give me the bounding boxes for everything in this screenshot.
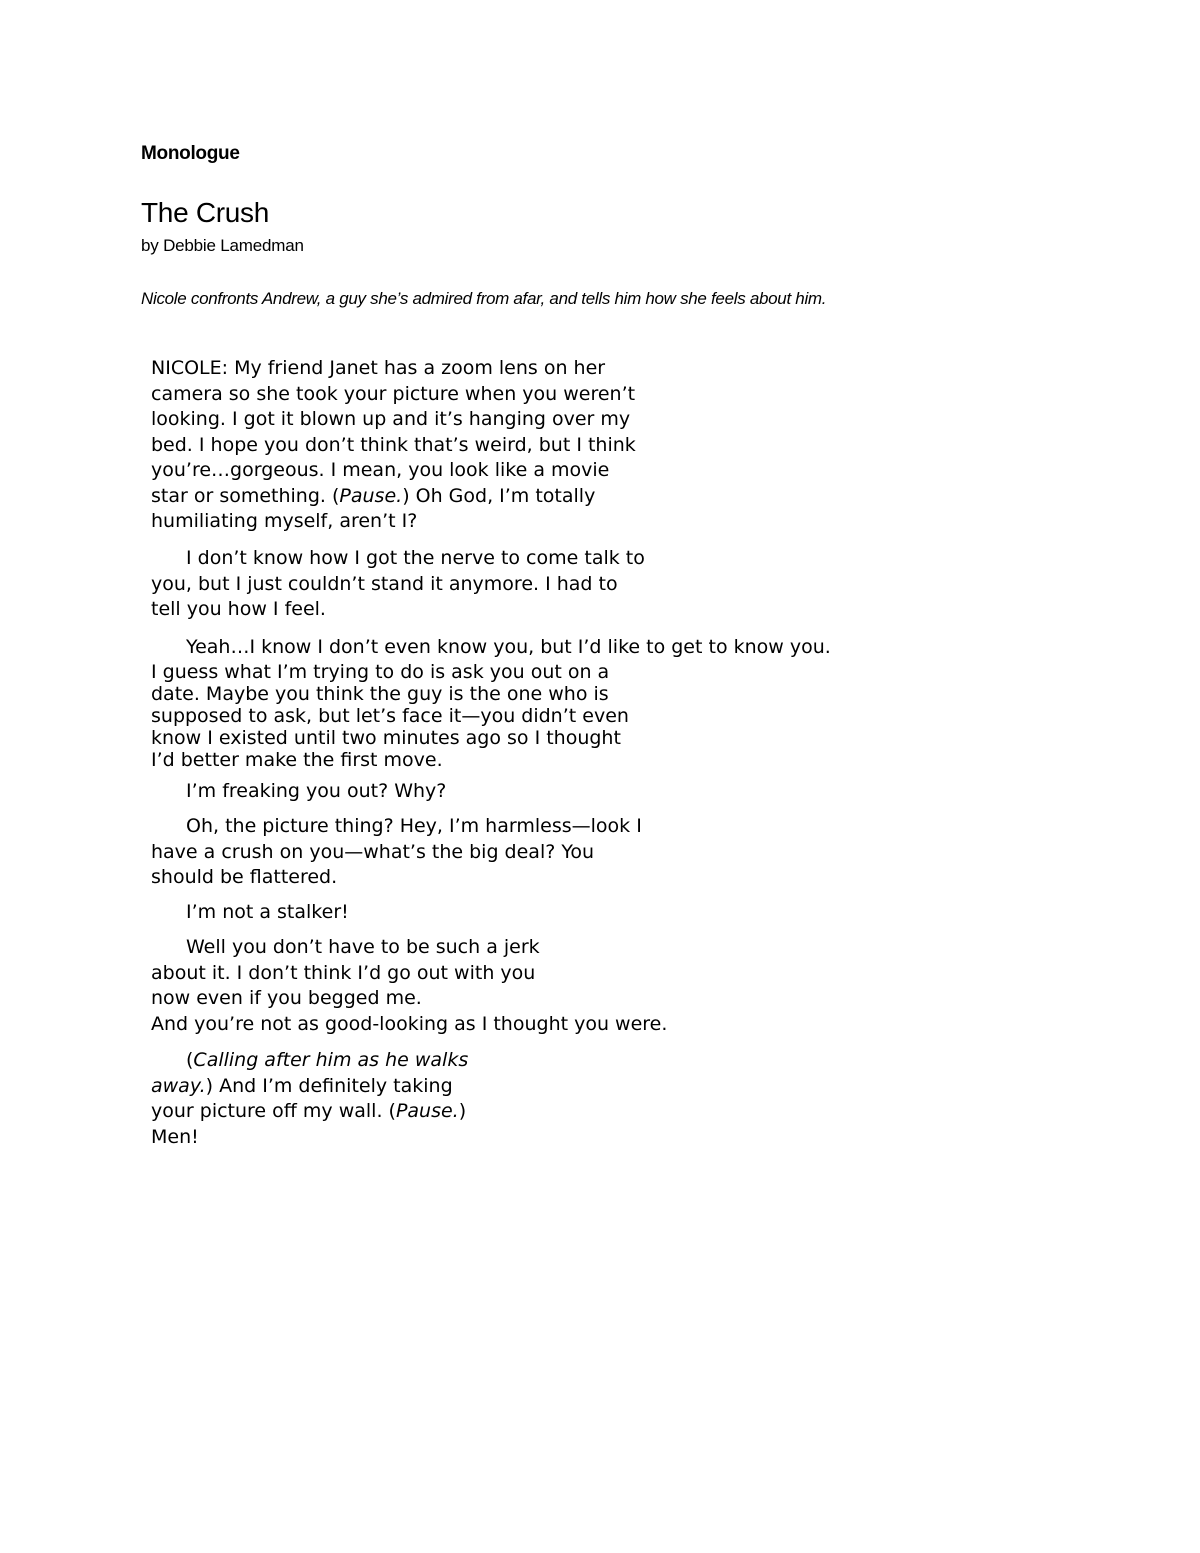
- paragraph-line: I’d better make the first move.: [151, 748, 443, 771]
- paragraph-line: bed. I hope you don’t think that’s weird, but I think: [151, 433, 636, 456]
- paragraph-6: [151, 900, 349, 926]
- text-run: (: [186, 1049, 194, 1071]
- text-run: ) And I’m definitely taking: [205, 1074, 453, 1097]
- paragraph-line: looking. I got it blown up and it’s hanging over my: [151, 408, 631, 430]
- paragraph-7: [151, 935, 667, 1037]
- paragraph-line: [151, 1048, 468, 1074]
- paragraph-line: And you’re not as good-looking as I thought you were.: [151, 1012, 668, 1035]
- paragraph-line: [151, 1074, 468, 1100]
- paragraph-line: I guess what I’m trying to do is ask you out on a: [151, 660, 610, 683]
- paragraph-3: [151, 635, 831, 771]
- paragraph-line: I’m freaking you out? Why?: [186, 780, 447, 802]
- stage-direction: Calling after him as he walks: [193, 1049, 469, 1071]
- text-run: ): [458, 1100, 467, 1122]
- paragraph-line: NICOLE: My friend Janet has a zoom lens on her: [151, 357, 606, 379]
- paragraph-line: Oh, the picture thing? Hey, I’m harmless—look I: [186, 815, 642, 837]
- paragraph-5: [151, 814, 642, 891]
- paragraph-line: I’m not a stalker!: [186, 901, 349, 923]
- paragraph-line: know I existed until two minutes ago so I thought: [151, 726, 621, 749]
- paragraph-line: Well you don’t have to be such a jerk: [186, 936, 540, 958]
- paragraph-line: supposed to ask, but let’s face it—you didn’t even: [151, 704, 629, 727]
- paragraph-line: you’re…gorgeous. I mean, you look like a movie: [151, 459, 610, 481]
- paragraph-line: tell you how I feel.: [151, 598, 326, 620]
- text-run: star or something. (: [151, 484, 340, 507]
- paragraph-8: [151, 1048, 468, 1150]
- paragraph-line: Yeah…I know I don’t even know you, but I’d like to get to know you.: [186, 636, 831, 658]
- paragraph-line: date. Maybe you think the guy is the one who is: [151, 682, 609, 705]
- document-label: Monologue: [141, 143, 240, 164]
- paragraph-line: Men!: [151, 1125, 199, 1148]
- synopsis: Nicole confronts Andrew, a guy she’s admired from afar, and tells him how she feels about him.: [141, 289, 827, 308]
- byline: by Debbie Lamedman: [141, 236, 304, 255]
- stage-direction: Pause.: [339, 484, 403, 507]
- text-run: ) Oh God, I’m totally: [402, 484, 596, 507]
- paragraph-line: camera so she took your picture when you weren’t: [151, 382, 636, 405]
- paragraph-4: [151, 779, 446, 805]
- document-title: The Crush: [141, 197, 270, 228]
- stage-direction: away.: [151, 1074, 206, 1097]
- stage-direction: Pause.: [395, 1100, 459, 1122]
- paragraph-line: should be flattered.: [151, 866, 338, 888]
- paragraph-line: [151, 484, 636, 510]
- paragraph-line: [151, 1099, 468, 1125]
- paragraph-line: about it. I don’t think I’d go out with you: [151, 961, 536, 984]
- paragraph-line: have a crush on you—what’s the big deal? You: [151, 840, 595, 863]
- paragraph-2: [151, 546, 645, 623]
- paragraph-line: now even if you begged me.: [151, 987, 422, 1009]
- text-run: your picture off my wall. (: [151, 1100, 396, 1122]
- paragraph-line: you, but I just couldn’t stand it anymore. I had to: [151, 572, 618, 595]
- paragraph-line: I don’t know how I got the nerve to come talk to: [186, 547, 645, 569]
- paragraph-1: [151, 356, 636, 535]
- paragraph-line: humiliating myself, aren’t I?: [151, 510, 418, 532]
